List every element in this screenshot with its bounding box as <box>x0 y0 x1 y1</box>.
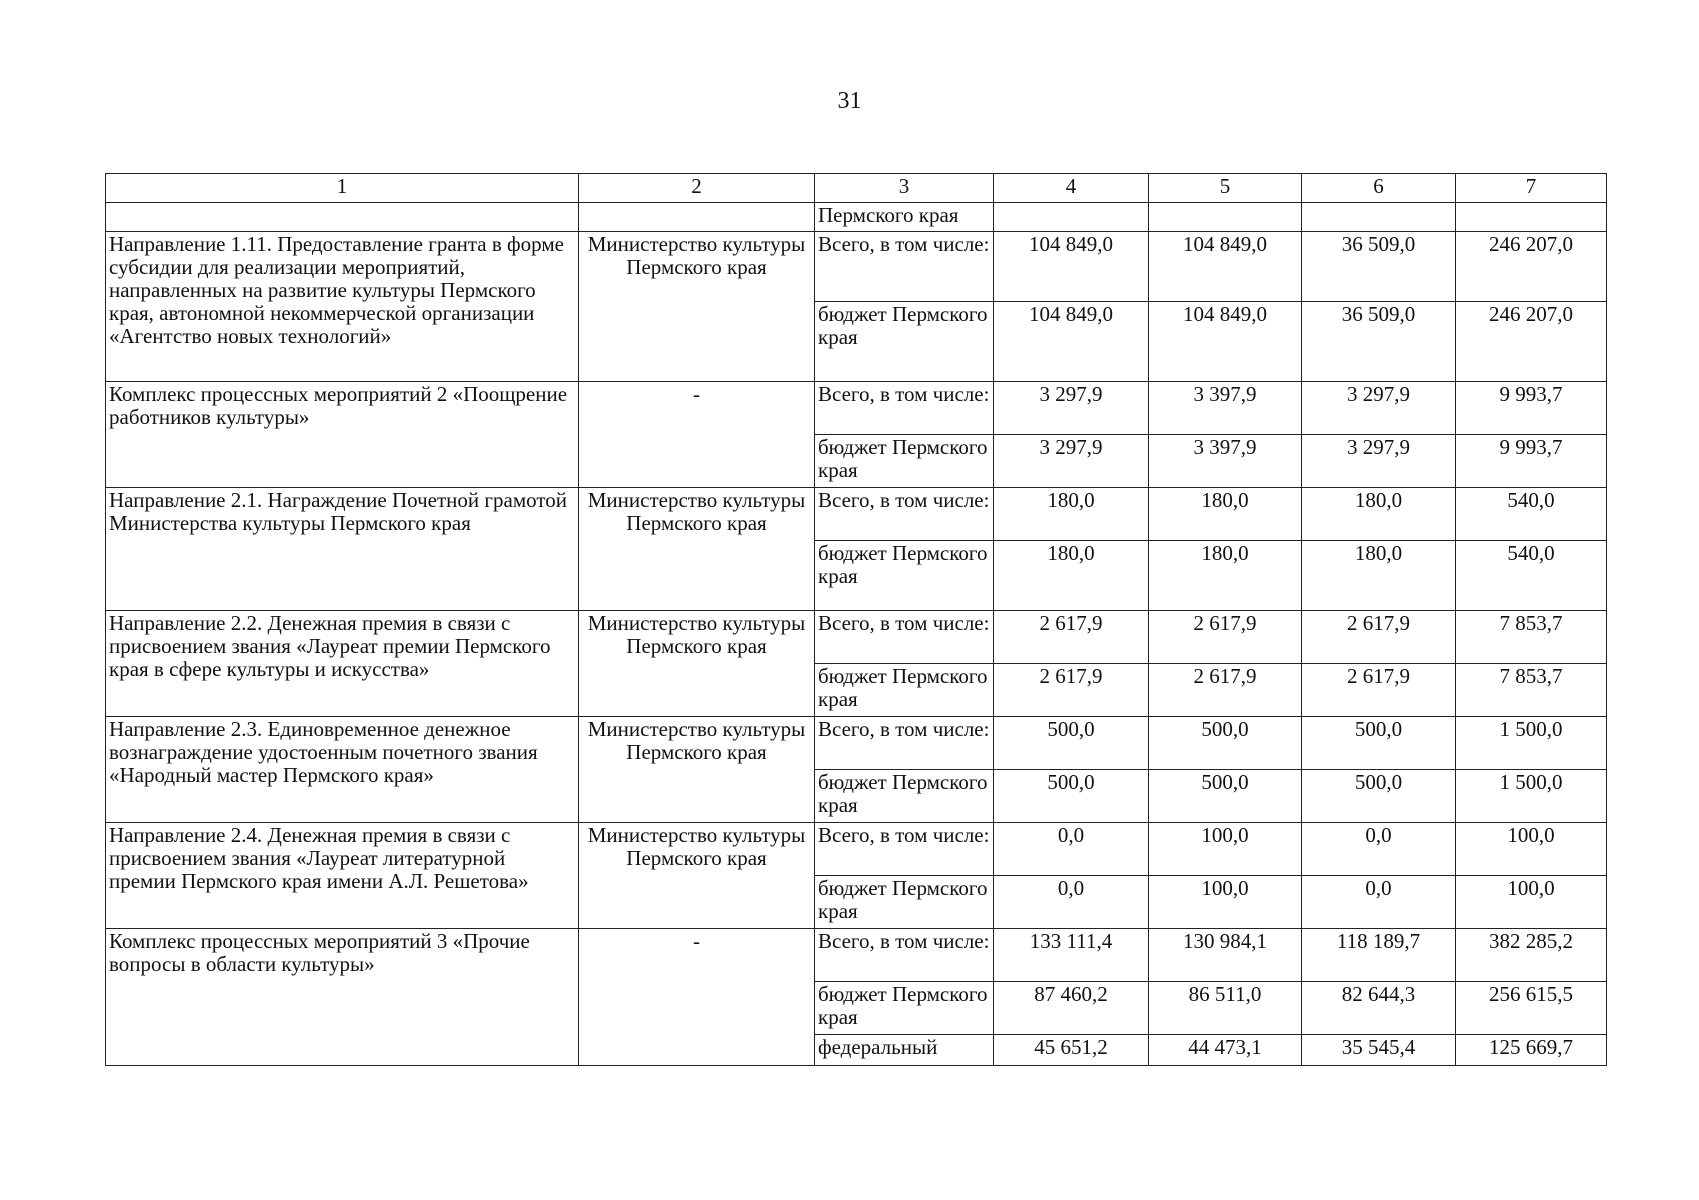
amount-cell-col7: 540,0 <box>1456 541 1607 611</box>
funding-source-cell: бюджет Пермского края <box>815 770 994 823</box>
amount-cell-col7: 246 207,0 <box>1456 232 1607 302</box>
amount-cell-col6: 2 617,9 <box>1302 611 1456 664</box>
column-header-6: 6 <box>1302 174 1456 203</box>
amount-cell-col4: 3 297,9 <box>994 382 1149 435</box>
column-number-row <box>106 174 1607 203</box>
column-header-3: 3 <box>815 174 994 203</box>
measure-name-cell: Комплекс процессных мероприятий 2 «Поощрение работников культуры» <box>106 382 579 488</box>
measure-name-cell: Направление 2.2. Денежная премия в связи с присвоением звания «Лауреат премии Пермского края в сфере культуры и искусства» <box>106 611 579 717</box>
amount-cell-col7: 7 853,7 <box>1456 611 1607 664</box>
amount-cell-col6: 36 509,0 <box>1302 232 1456 302</box>
measure-name-cell: Направление 2.4. Денежная премия в связи с присвоением звания «Лауреат литературной премии Пермского края имени А.Л. Решетова» <box>106 823 579 929</box>
funding-source-cell: Всего, в том числе: <box>815 232 994 302</box>
table-row <box>106 382 1607 435</box>
amount-cell-col7: 1 500,0 <box>1456 770 1607 823</box>
continuation-executor-cell <box>579 203 815 232</box>
amount-cell-col5: 3 397,9 <box>1149 382 1302 435</box>
amount-cell-col6: 500,0 <box>1302 770 1456 823</box>
funding-source-cell: Всего, в том числе: <box>815 382 994 435</box>
funding-source-cell: бюджет Пермского края <box>815 876 994 929</box>
amount-cell-col4: 3 297,9 <box>994 435 1149 488</box>
table-row <box>106 611 1607 664</box>
amount-cell-col7: 1 500,0 <box>1456 717 1607 770</box>
funding-source-cell: бюджет Пермского края <box>815 541 994 611</box>
amount-cell-col7: 9 993,7 <box>1456 435 1607 488</box>
executor-cell: Министерство культуры Пермского края <box>579 488 815 611</box>
amount-cell-col6: 180,0 <box>1302 488 1456 541</box>
amount-cell-col5: 500,0 <box>1149 717 1302 770</box>
continuation-value-cell <box>1149 203 1302 232</box>
budget-table <box>105 173 1607 1066</box>
amount-cell-col5: 86 511,0 <box>1149 982 1302 1035</box>
amount-cell-col6: 0,0 <box>1302 876 1456 929</box>
amount-cell-col5: 500,0 <box>1149 770 1302 823</box>
amount-cell-col4: 180,0 <box>994 541 1149 611</box>
executor-cell: Министерство культуры Пермского края <box>579 823 815 929</box>
amount-cell-col5: 104 849,0 <box>1149 232 1302 302</box>
executor-cell: Министерство культуры Пермского края <box>579 611 815 717</box>
continuation-source-cell: Пермского края <box>815 203 994 232</box>
funding-source-cell: бюджет Пермского края <box>815 435 994 488</box>
amount-cell-col4: 2 617,9 <box>994 664 1149 717</box>
measure-name-cell: Направление 1.11. Предоставление гранта в форме субсидии для реализации мероприятий, направленных на развитие культуры Пермского края, автономной некоммерческой организации «Агентство новых технологий» <box>106 232 579 382</box>
amount-cell-col7: 7 853,7 <box>1456 664 1607 717</box>
amount-cell-col4: 180,0 <box>994 488 1149 541</box>
funding-source-cell: Всего, в том числе: <box>815 823 994 876</box>
funding-source-cell: Всего, в том числе: <box>815 717 994 770</box>
continuation-row <box>106 203 1607 232</box>
column-header-4: 4 <box>994 174 1149 203</box>
executor-cell: Министерство культуры Пермского края <box>579 232 815 382</box>
amount-cell-col6: 118 189,7 <box>1302 929 1456 982</box>
continuation-value-cell <box>994 203 1149 232</box>
amount-cell-col7: 100,0 <box>1456 876 1607 929</box>
amount-cell-col5: 180,0 <box>1149 541 1302 611</box>
funding-source-cell: бюджет Пермского края <box>815 982 994 1035</box>
amount-cell-col6: 36 509,0 <box>1302 302 1456 382</box>
amount-cell-col7: 540,0 <box>1456 488 1607 541</box>
amount-cell-col7: 382 285,2 <box>1456 929 1607 982</box>
executor-cell: - <box>579 382 815 488</box>
amount-cell-col5: 180,0 <box>1149 488 1302 541</box>
column-header-5: 5 <box>1149 174 1302 203</box>
amount-cell-col5: 2 617,9 <box>1149 664 1302 717</box>
funding-source-cell: Всего, в том числе: <box>815 611 994 664</box>
funding-source-cell: федеральный <box>815 1035 994 1066</box>
amount-cell-col6: 500,0 <box>1302 717 1456 770</box>
amount-cell-col7: 256 615,5 <box>1456 982 1607 1035</box>
amount-cell-col4: 500,0 <box>994 770 1149 823</box>
table-row <box>106 823 1607 876</box>
table-row <box>106 929 1607 982</box>
funding-source-cell: Всего, в том числе: <box>815 488 994 541</box>
amount-cell-col4: 104 849,0 <box>994 232 1149 302</box>
amount-cell-col5: 44 473,1 <box>1149 1035 1302 1066</box>
amount-cell-col6: 2 617,9 <box>1302 664 1456 717</box>
amount-cell-col4: 133 111,4 <box>994 929 1149 982</box>
table-row <box>106 232 1607 302</box>
amount-cell-col5: 2 617,9 <box>1149 611 1302 664</box>
amount-cell-col4: 0,0 <box>994 823 1149 876</box>
amount-cell-col7: 9 993,7 <box>1456 382 1607 435</box>
table-body <box>106 174 1607 1066</box>
column-header-7: 7 <box>1456 174 1607 203</box>
amount-cell-col5: 100,0 <box>1149 823 1302 876</box>
amount-cell-col5: 130 984,1 <box>1149 929 1302 982</box>
column-header-2: 2 <box>579 174 815 203</box>
funding-source-cell: бюджет Пермского края <box>815 302 994 382</box>
continuation-value-cell <box>1302 203 1456 232</box>
amount-cell-col4: 0,0 <box>994 876 1149 929</box>
amount-cell-col4: 45 651,2 <box>994 1035 1149 1066</box>
column-header-1: 1 <box>106 174 579 203</box>
page-number: 31 <box>837 88 862 114</box>
amount-cell-col7: 100,0 <box>1456 823 1607 876</box>
amount-cell-col4: 500,0 <box>994 717 1149 770</box>
amount-cell-col4: 87 460,2 <box>994 982 1149 1035</box>
funding-source-cell: Всего, в том числе: <box>815 929 994 982</box>
amount-cell-col4: 104 849,0 <box>994 302 1149 382</box>
continuation-name-cell <box>106 203 579 232</box>
amount-cell-col7: 246 207,0 <box>1456 302 1607 382</box>
amount-cell-col6: 180,0 <box>1302 541 1456 611</box>
continuation-value-cell <box>1456 203 1607 232</box>
measure-name-cell: Комплекс процессных мероприятий 3 «Прочие вопросы в области культуры» <box>106 929 579 1066</box>
measure-name-cell: Направление 2.3. Единовременное денежное вознаграждение удостоенным почетного звания «Народный мастер Пермского края» <box>106 717 579 823</box>
amount-cell-col6: 3 297,9 <box>1302 382 1456 435</box>
amount-cell-col5: 104 849,0 <box>1149 302 1302 382</box>
amount-cell-col7: 125 669,7 <box>1456 1035 1607 1066</box>
amount-cell-col6: 35 545,4 <box>1302 1035 1456 1066</box>
executor-cell: - <box>579 929 815 1066</box>
table-row <box>106 717 1607 770</box>
amount-cell-col6: 0,0 <box>1302 823 1456 876</box>
funding-source-cell: бюджет Пермского края <box>815 664 994 717</box>
amount-cell-col5: 100,0 <box>1149 876 1302 929</box>
amount-cell-col6: 82 644,3 <box>1302 982 1456 1035</box>
measure-name-cell: Направление 2.1. Награждение Почетной грамотой Министерства культуры Пермского края <box>106 488 579 611</box>
table-row <box>106 488 1607 541</box>
executor-cell: Министерство культуры Пермского края <box>579 717 815 823</box>
amount-cell-col6: 3 297,9 <box>1302 435 1456 488</box>
amount-cell-col4: 2 617,9 <box>994 611 1149 664</box>
amount-cell-col5: 3 397,9 <box>1149 435 1302 488</box>
